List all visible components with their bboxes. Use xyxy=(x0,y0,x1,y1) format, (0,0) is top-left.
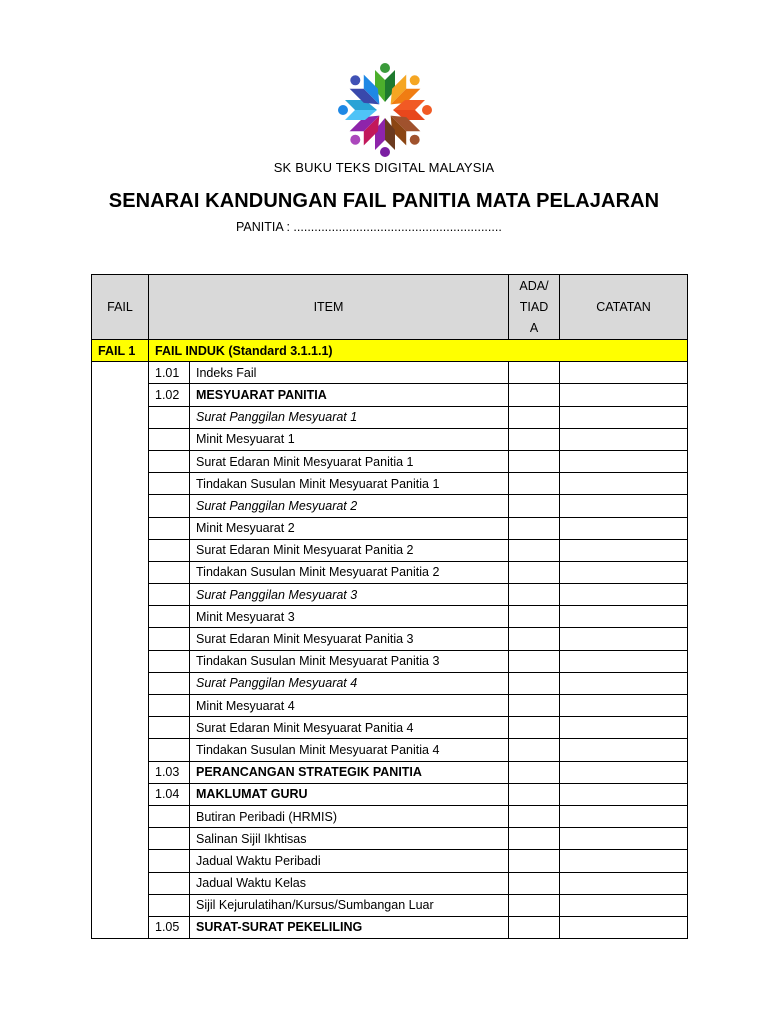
table-row xyxy=(92,828,688,850)
catatan-cell[interactable] xyxy=(560,384,688,406)
item-number: 1.04 xyxy=(149,783,190,805)
school-name: SK BUKU TEKS DIGITAL MALAYSIA xyxy=(273,160,495,175)
section-row xyxy=(92,340,688,362)
table-row xyxy=(92,561,688,583)
table-row xyxy=(92,695,688,717)
catatan-cell[interactable] xyxy=(560,406,688,428)
item-text: Indeks Fail xyxy=(190,362,509,384)
item-number xyxy=(149,695,190,717)
item-text: Surat Edaran Minit Mesyuarat Panitia 1 xyxy=(190,450,509,472)
item-number xyxy=(149,495,190,517)
item-number: 1.01 xyxy=(149,362,190,384)
item-text: Salinan Sijil Ikhtisas xyxy=(190,828,509,850)
table-row xyxy=(92,872,688,894)
ada-cell[interactable] xyxy=(509,916,560,938)
ada-line-3: A xyxy=(529,320,539,335)
ada-line-2: TIAD xyxy=(519,299,549,314)
item-number xyxy=(149,828,190,850)
item-number xyxy=(149,428,190,450)
table-row xyxy=(92,761,688,783)
item-text: Minit Mesyuarat 4 xyxy=(190,695,509,717)
item-text: Surat Panggilan Mesyuarat 4 xyxy=(190,672,509,694)
item-text: Tindakan Susulan Minit Mesyuarat Panitia 2 xyxy=(190,561,509,583)
item-text: Surat Panggilan Mesyuarat 1 xyxy=(190,406,509,428)
ada-cell[interactable] xyxy=(509,828,560,850)
item-number xyxy=(149,561,190,583)
school-logo-icon xyxy=(337,62,433,158)
table-row xyxy=(92,517,688,539)
column-header-fail: FAIL xyxy=(92,275,149,340)
panitia-line: PANITIA : ............................................................ xyxy=(236,220,502,234)
item-number: 1.03 xyxy=(149,761,190,783)
catatan-cell[interactable] xyxy=(560,850,688,872)
fail-column-cell xyxy=(92,362,149,939)
item-text: Tindakan Susulan Minit Mesyuarat Panitia 3 xyxy=(190,650,509,672)
ada-cell[interactable] xyxy=(509,805,560,827)
item-number xyxy=(149,894,190,916)
item-number xyxy=(149,450,190,472)
ada-cell[interactable] xyxy=(509,761,560,783)
table-row xyxy=(92,473,688,495)
catatan-cell[interactable] xyxy=(560,894,688,916)
ada-cell[interactable] xyxy=(509,717,560,739)
catatan-cell[interactable] xyxy=(560,783,688,805)
table-row xyxy=(92,450,688,472)
table-row xyxy=(92,783,688,805)
item-text: SURAT-SURAT PEKELILING xyxy=(190,916,509,938)
catatan-cell[interactable] xyxy=(560,695,688,717)
item-text: Surat Edaran Minit Mesyuarat Panitia 4 xyxy=(190,717,509,739)
item-number xyxy=(149,584,190,606)
item-text: PERANCANGAN STRATEGIK PANITIA xyxy=(190,761,509,783)
table-row xyxy=(92,362,688,384)
table-row xyxy=(92,717,688,739)
item-number xyxy=(149,872,190,894)
catatan-cell[interactable] xyxy=(560,450,688,472)
item-number xyxy=(149,672,190,694)
catatan-cell[interactable] xyxy=(560,828,688,850)
ada-cell[interactable] xyxy=(509,495,560,517)
item-text: Tindakan Susulan Minit Mesyuarat Panitia 1 xyxy=(190,473,509,495)
ada-cell[interactable] xyxy=(509,672,560,694)
section-title: FAIL INDUK (Standard 3.1.1.1) xyxy=(149,340,688,362)
table-row xyxy=(92,584,688,606)
ada-cell[interactable] xyxy=(509,539,560,561)
ada-cell[interactable] xyxy=(509,850,560,872)
catatan-cell[interactable] xyxy=(560,539,688,561)
catatan-cell[interactable] xyxy=(560,916,688,938)
item-number xyxy=(149,805,190,827)
item-text: Surat Edaran Minit Mesyuarat Panitia 3 xyxy=(190,628,509,650)
item-number xyxy=(149,739,190,761)
ada-cell[interactable] xyxy=(509,628,560,650)
item-text: Minit Mesyuarat 2 xyxy=(190,517,509,539)
table-row xyxy=(92,894,688,916)
table-row xyxy=(92,650,688,672)
ada-cell[interactable] xyxy=(509,650,560,672)
item-number xyxy=(149,650,190,672)
ada-cell[interactable] xyxy=(509,783,560,805)
catatan-cell[interactable] xyxy=(560,739,688,761)
table-row xyxy=(92,739,688,761)
catatan-cell[interactable] xyxy=(560,517,688,539)
catatan-cell[interactable] xyxy=(560,428,688,450)
ada-cell[interactable] xyxy=(509,894,560,916)
table-row xyxy=(92,850,688,872)
ada-cell[interactable] xyxy=(509,872,560,894)
ada-cell[interactable] xyxy=(509,584,560,606)
item-number: 1.05 xyxy=(149,916,190,938)
item-number xyxy=(149,406,190,428)
catatan-cell[interactable] xyxy=(560,584,688,606)
item-text: Jadual Waktu Kelas xyxy=(190,872,509,894)
ada-cell[interactable] xyxy=(509,362,560,384)
catatan-cell[interactable] xyxy=(560,628,688,650)
table-row xyxy=(92,916,688,938)
item-text: Surat Edaran Minit Mesyuarat Panitia 2 xyxy=(190,539,509,561)
table-row xyxy=(92,384,688,406)
catatan-cell[interactable] xyxy=(560,362,688,384)
contents-table xyxy=(91,274,688,939)
catatan-cell[interactable] xyxy=(560,650,688,672)
item-number xyxy=(149,473,190,495)
section-fail-label: FAIL 1 xyxy=(92,340,149,362)
item-number xyxy=(149,539,190,561)
ada-cell[interactable] xyxy=(509,473,560,495)
item-text: MESYUARAT PANITIA xyxy=(190,384,509,406)
table-row xyxy=(92,428,688,450)
item-text: Butiran Peribadi (HRMIS) xyxy=(190,805,509,827)
ada-line-1: ADA/ xyxy=(519,278,549,293)
catatan-cell[interactable] xyxy=(560,473,688,495)
ada-cell[interactable] xyxy=(509,695,560,717)
catatan-cell[interactable] xyxy=(560,606,688,628)
catatan-cell[interactable] xyxy=(560,872,688,894)
ada-cell[interactable] xyxy=(509,739,560,761)
table-row xyxy=(92,606,688,628)
ada-cell[interactable] xyxy=(509,428,560,450)
table-header-row xyxy=(92,275,688,340)
item-number: 1.02 xyxy=(149,384,190,406)
item-number xyxy=(149,606,190,628)
table-row xyxy=(92,672,688,694)
ada-cell[interactable] xyxy=(509,606,560,628)
item-text: Surat Panggilan Mesyuarat 2 xyxy=(190,495,509,517)
item-text: Surat Panggilan Mesyuarat 3 xyxy=(190,584,509,606)
column-header-catatan: CATATAN xyxy=(560,275,688,340)
item-text: Minit Mesyuarat 1 xyxy=(190,428,509,450)
table-row xyxy=(92,495,688,517)
catatan-cell[interactable] xyxy=(560,805,688,827)
ada-cell[interactable] xyxy=(509,406,560,428)
item-text: Tindakan Susulan Minit Mesyuarat Panitia 4 xyxy=(190,739,509,761)
catatan-cell[interactable] xyxy=(560,672,688,694)
table-row xyxy=(92,805,688,827)
ada-cell[interactable] xyxy=(509,450,560,472)
ada-cell[interactable] xyxy=(509,561,560,583)
item-number xyxy=(149,517,190,539)
column-header-ada xyxy=(509,275,560,340)
table-row xyxy=(92,539,688,561)
catatan-cell[interactable] xyxy=(560,717,688,739)
table-row xyxy=(92,628,688,650)
ada-cell[interactable] xyxy=(509,517,560,539)
item-number xyxy=(149,850,190,872)
item-text: MAKLUMAT GURU xyxy=(190,783,509,805)
catatan-cell[interactable] xyxy=(560,561,688,583)
catatan-cell[interactable] xyxy=(560,495,688,517)
item-text: Sijil Kejurulatihan/Kursus/Sumbangan Luar xyxy=(190,894,509,916)
item-number xyxy=(149,628,190,650)
item-number xyxy=(149,717,190,739)
table-row xyxy=(92,406,688,428)
column-header-item: ITEM xyxy=(149,275,509,340)
page-title: SENARAI KANDUNGAN FAIL PANITIA MATA PELAJARAN xyxy=(108,190,660,212)
ada-cell[interactable] xyxy=(509,384,560,406)
catatan-cell[interactable] xyxy=(560,761,688,783)
item-text: Jadual Waktu Peribadi xyxy=(190,850,509,872)
item-text: Minit Mesyuarat 3 xyxy=(190,606,509,628)
